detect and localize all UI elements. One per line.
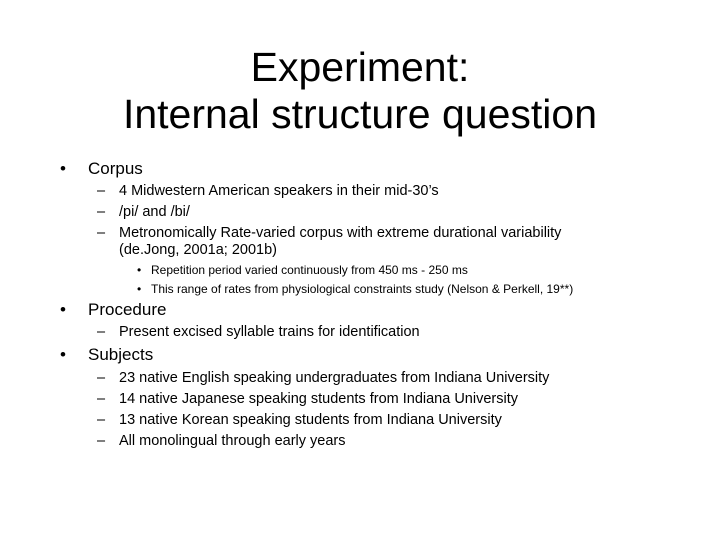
- dash-marker: –: [97, 204, 106, 220]
- subjects-heading: Subjects: [88, 345, 154, 364]
- dash-marker: –: [97, 412, 106, 428]
- corpus-item-text: /pi/ and /bi/: [119, 204, 190, 220]
- corpus-subitem-text: This range of rates from physiological constraints study (Nelson & Perkell, 19**): [151, 282, 574, 296]
- corpus-subitem-text: Repetition period varied continuously from 450 ms - 250 ms: [151, 263, 468, 277]
- bullet-marker: •: [60, 345, 66, 364]
- title-line-1: Experiment:: [250, 44, 470, 90]
- subjects-item-text: 13 native Korean speaking students from Indiana University: [119, 412, 502, 428]
- subjects-item-text: 23 native English speaking undergraduates from Indiana University: [119, 370, 550, 386]
- title-line-2: Internal structure question: [122, 91, 598, 137]
- procedure-heading: Procedure: [88, 300, 167, 319]
- bullet-marker: •: [137, 282, 142, 296]
- subjects-item-text: 14 native Japanese speaking students from Indiana University: [119, 391, 518, 407]
- corpus-item-text: Metronomically Rate-varied corpus with extreme durational variability: [119, 225, 562, 241]
- bullet-marker: •: [137, 263, 142, 277]
- bullet-marker: •: [60, 300, 66, 319]
- dash-marker: –: [97, 324, 106, 340]
- corpus-item-text: (de.Jong, 2001a; 2001b): [119, 242, 278, 258]
- procedure-item-text: Present excised syllable trains for identification: [119, 324, 420, 340]
- corpus-heading: Corpus: [88, 159, 143, 178]
- dash-marker: –: [97, 183, 106, 199]
- dash-marker: –: [97, 370, 106, 386]
- dash-marker: –: [97, 391, 106, 407]
- bullet-marker: •: [60, 159, 66, 178]
- dash-marker: –: [97, 433, 106, 449]
- corpus-item-text: 4 Midwestern American speakers in their mid-30’s: [119, 183, 439, 199]
- subjects-item-text: All monolingual through early years: [119, 433, 346, 449]
- dash-marker: –: [97, 225, 106, 241]
